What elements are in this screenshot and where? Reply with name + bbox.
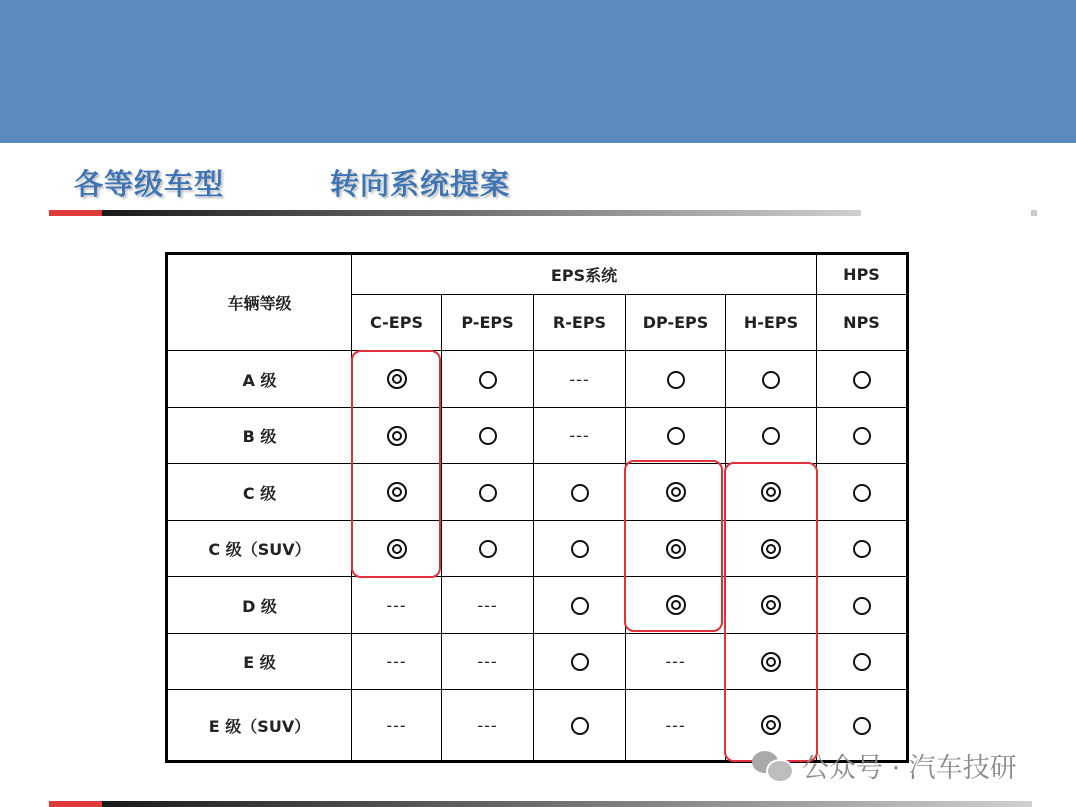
corner-header: 车辆等级: [167, 254, 352, 351]
table-cell: [352, 634, 442, 690]
table-row: [167, 408, 908, 464]
circle-symbol: [667, 427, 685, 445]
slide-title-right: 转向系统提案: [330, 167, 511, 201]
table-cell: [817, 577, 908, 634]
table-cell: [442, 690, 534, 762]
table-cell: [442, 521, 534, 577]
not-applicable-dash: ---: [569, 369, 590, 389]
wechat-icon: [752, 749, 792, 781]
highlight-dp-eps: [624, 460, 723, 632]
not-applicable-dash: ---: [386, 595, 407, 615]
not-applicable-dash: ---: [477, 715, 498, 735]
column-header: H-EPS: [726, 295, 817, 351]
not-applicable-dash: ---: [386, 652, 407, 671]
highlight-c-eps: [351, 350, 441, 578]
circle-symbol: [853, 597, 871, 615]
not-applicable-dash: ---: [665, 715, 686, 735]
row-label: A 级: [167, 351, 352, 408]
table-cell: [817, 634, 908, 690]
header-band: [0, 0, 1076, 143]
row-label: B 级: [167, 408, 352, 464]
table-row: [167, 351, 908, 408]
title-underline-gradient: [102, 210, 861, 216]
table-cell: [817, 408, 908, 464]
circle-symbol: [571, 653, 589, 671]
circle-symbol: [853, 427, 871, 445]
circle-symbol: [571, 484, 589, 502]
decorative-dot: [1031, 210, 1037, 216]
not-applicable-dash: ---: [477, 652, 498, 671]
column-header: C-EPS: [352, 295, 442, 351]
table-cell: [626, 690, 726, 762]
watermark: [752, 746, 1017, 784]
circle-symbol: [667, 371, 685, 389]
table-cell: [442, 464, 534, 521]
circle-symbol: [479, 427, 497, 445]
circle-symbol: [479, 484, 497, 502]
column-header: NPS: [817, 295, 908, 351]
circle-symbol: [762, 427, 780, 445]
table-cell: [626, 634, 726, 690]
row-label: C 级: [167, 464, 352, 521]
circle-symbol: [571, 597, 589, 615]
table-cell: [726, 351, 817, 408]
slide-title-left: 各等级车型: [74, 167, 225, 201]
not-applicable-dash: ---: [386, 715, 407, 735]
table-cell: [442, 408, 534, 464]
circle-symbol: [853, 653, 871, 671]
table-cell: [626, 351, 726, 408]
table-cell: [534, 351, 626, 408]
table-cell: [817, 351, 908, 408]
highlight-h-eps: [724, 462, 818, 762]
eps-group-header: EPS系统: [352, 254, 817, 295]
table-cell: [442, 577, 534, 634]
table-cell: [534, 408, 626, 464]
column-header: R-EPS: [534, 295, 626, 351]
table-cell: [534, 521, 626, 577]
circle-symbol: [853, 484, 871, 502]
circle-symbol: [479, 371, 497, 389]
title-underline-red: [49, 210, 102, 216]
circle-symbol: [853, 371, 871, 389]
watermark-text: 公众号 · 汽车技研: [802, 752, 1017, 784]
circle-symbol: [762, 371, 780, 389]
circle-symbol: [853, 540, 871, 558]
table-cell: [534, 577, 626, 634]
not-applicable-dash: ---: [665, 652, 686, 671]
table-cell: [817, 464, 908, 521]
column-header: DP-EPS: [626, 295, 726, 351]
table-cell: [442, 351, 534, 408]
circle-symbol: [571, 540, 589, 558]
table-cell: [352, 577, 442, 634]
slide-title: [74, 162, 510, 203]
table-cell: [534, 634, 626, 690]
table-cell: [626, 408, 726, 464]
table-cell: [534, 464, 626, 521]
row-label: E 级（SUV）: [167, 690, 352, 762]
row-label: E 级: [167, 634, 352, 690]
row-label: D 级: [167, 577, 352, 634]
hps-group-header: HPS: [817, 254, 908, 295]
circle-symbol: [571, 717, 589, 735]
circle-symbol: [853, 717, 871, 735]
not-applicable-dash: ---: [477, 595, 498, 615]
column-header: P-EPS: [442, 295, 534, 351]
table-cell: [817, 521, 908, 577]
circle-symbol: [479, 540, 497, 558]
footer-line-red: [49, 801, 102, 807]
not-applicable-dash: ---: [569, 426, 590, 445]
table-cell: [352, 690, 442, 762]
row-label: C 级（SUV）: [167, 521, 352, 577]
table-cell: [534, 690, 626, 762]
table-cell: [726, 408, 817, 464]
footer-line-gradient: [102, 801, 1032, 807]
table-cell: [442, 634, 534, 690]
